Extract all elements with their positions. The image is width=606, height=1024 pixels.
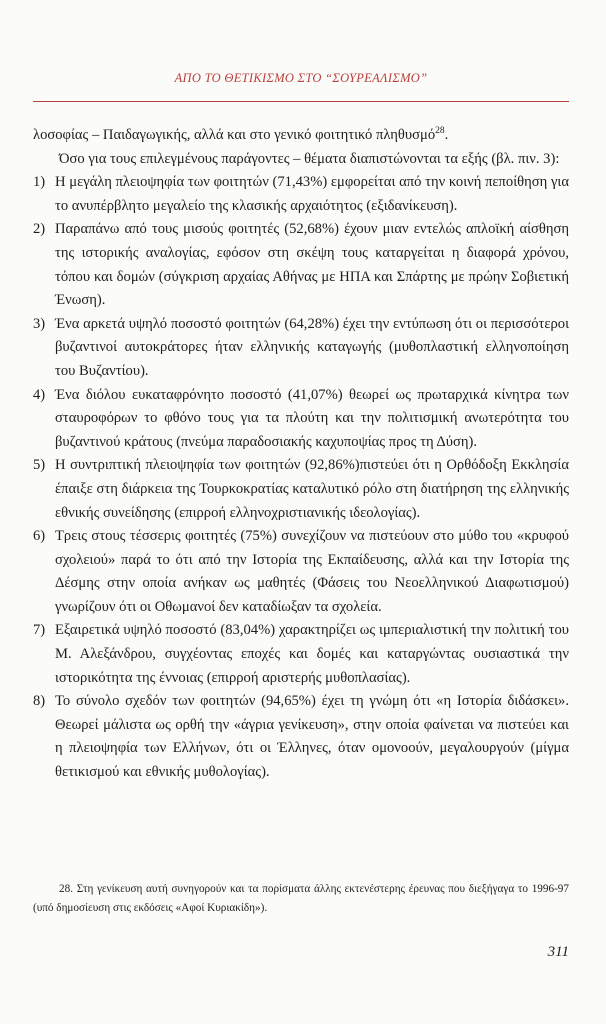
header-rule: [33, 101, 569, 102]
footnote-reference[interactable]: 28: [435, 126, 445, 137]
list-item-text: Η μεγάλη πλειοψηφία των φοιτητών (71,43%) εμφορείται από την κοινή πεποίθηση για το ανυπέρβλητο μεγαλείο της κλασικής αρχαιότητος (εξιδανίκευση).: [55, 174, 569, 214]
list-item: [33, 454, 569, 525]
running-head: ΑΠΟ ΤΟ ΘΕΤΙΚΙΣΜΟ ΣΤΟ “ΣΟΥΡΕΑΛΙΣΜΟ”: [174, 71, 428, 85]
footnote-number: 28.: [59, 883, 73, 895]
findings-list: [33, 171, 569, 784]
list-item-number: 2): [33, 221, 46, 238]
opening-paragraph: [33, 124, 569, 148]
list-item-number: 1): [33, 174, 46, 191]
list-item-number: 5): [33, 457, 46, 474]
opening-period: .: [444, 127, 449, 143]
list-item-text: Ένα αρκετά υψηλό ποσοστό φοιτητών (64,28%) έχει την εντύπωση ότι οι περισσότεροι βυζαντινοί αυτοκράτορες ήταν ελληνικής καταγωγής (μυθοπλαστική ελληνοποίηση του Βυζαντίου).: [55, 315, 569, 379]
list-item: [33, 384, 569, 455]
footnote-text: Στη γενίκευση αυτή συνηγορούν και τα πορίσματα άλλης εκτενέστερης έρευνας που διεξήγαγα το 1996-97 (υπό δημοσίευση στις εκδόσεις «Αφοί Κυριακίδη»).: [33, 883, 569, 914]
list-item-text: Ένα διόλου ευκαταφρόνητο ποσοστό (41,07%) θεωρεί ως πρωταρχικά κίνητρα των σταυροφόρων το φθόνο τους για τα πλούτη και την πολιτισμική ανωτερότητα του βυζαντινού κράτους (πνεύμα παραδοσιακής καχυποψίας προς τη Δύση).: [55, 386, 569, 450]
list-item-text: Τρεις στους τέσσερις φοιτητές (75%) συνεχίζουν να πιστεύουν στο μύθο του «κρυφού σχολειού» παρά το ότι από την Ιστορία της Εκπαίδευσης, αλλά και την Ιστορία της Δέσμης στην οποία ανήκαν ως μαθητές (Φάσεις του Νεοελληνικού Διαφωτισμού) γνωρίζουν ότι οι Οθωμανοί δεν καταδίωξαν τα σχολεία.: [55, 528, 569, 615]
main-text: [33, 124, 569, 785]
list-item-text: Εξαιρετικά υψηλό ποσοστό (83,04%) χαρακτηρίζει ως ιμπεριαλιστική την πολιτική του Μ. Αλεξάνδρου, συγχέοντας εποχές και δομές και καταργώντας ουσιαστικά την ιστορικότητα της έννοιας (επιρροή αριστερής μυθοπλασίας).: [55, 622, 569, 686]
list-item: [33, 525, 569, 619]
list-item: [33, 171, 569, 218]
list-item-text: Η συντριπτική πλειοψηφία των φοιτητών (92,86%)πιστεύει ότι η Ορθόδοξη Εκκλησία έπαιξε στη διάρκεια της Τουρκοκρατίας καταλυτικό ρόλο στη διατήρηση της ελληνικής εθνικής συνείδησης (επιρροή ελληνοχριστιανικής ιδεολογίας).: [55, 457, 569, 521]
list-item: [33, 619, 569, 690]
list-item: [33, 313, 569, 384]
opening-text: λοσοφίας – Παιδαγωγικής, αλλά και στο γενικό φοιτητικό πληθυσμό: [33, 127, 436, 143]
list-item-number: 4): [33, 386, 46, 403]
intro-paragraph: Όσο για τους επιλεγμένους παράγοντες – θέματα διαπιστώνονται τα εξής (βλ. πιν. 3):: [59, 150, 560, 167]
list-item: [33, 218, 569, 312]
list-item-text: Παραπάνω από τους μισούς φοιτητές (52,68%) έχουν μιαν εντελώς απλοϊκή αίσθηση της ιστορικής αναλογίας, εφόσον στη σκέψη τους καταργείται η διαφορά χρόνου, τόπου και δομών (σύγκριση αρχαίας Αθήνας με ΗΠΑ και Σπάρτης με πρώην Σοβιετική Ένωση).: [55, 221, 569, 309]
list-item-number: 8): [33, 693, 46, 710]
list-item-number: 7): [33, 622, 46, 639]
list-item-number: 3): [33, 315, 46, 332]
list-item-number: 6): [33, 528, 46, 545]
footnote: [33, 880, 569, 917]
list-item-text: Το σύνολο σχεδόν των φοιτητών (94,65%) έχει τη γνώμη ότι «η Ιστορία διδάσκει». Θεωρεί μάλιστα ως ορθή την «άγρια γενίκευση», στην οποία φαίνεται να πιστεύει και η πλειοψηφία των Ελλήνων, ότι οι Έλληνες, όταν ομονοούν, μεγαλουργούν (μίγμα θετικισμού και εθνικής μυθολογίας).: [55, 693, 569, 781]
list-item: [33, 690, 569, 784]
page-number: 311: [547, 944, 569, 960]
